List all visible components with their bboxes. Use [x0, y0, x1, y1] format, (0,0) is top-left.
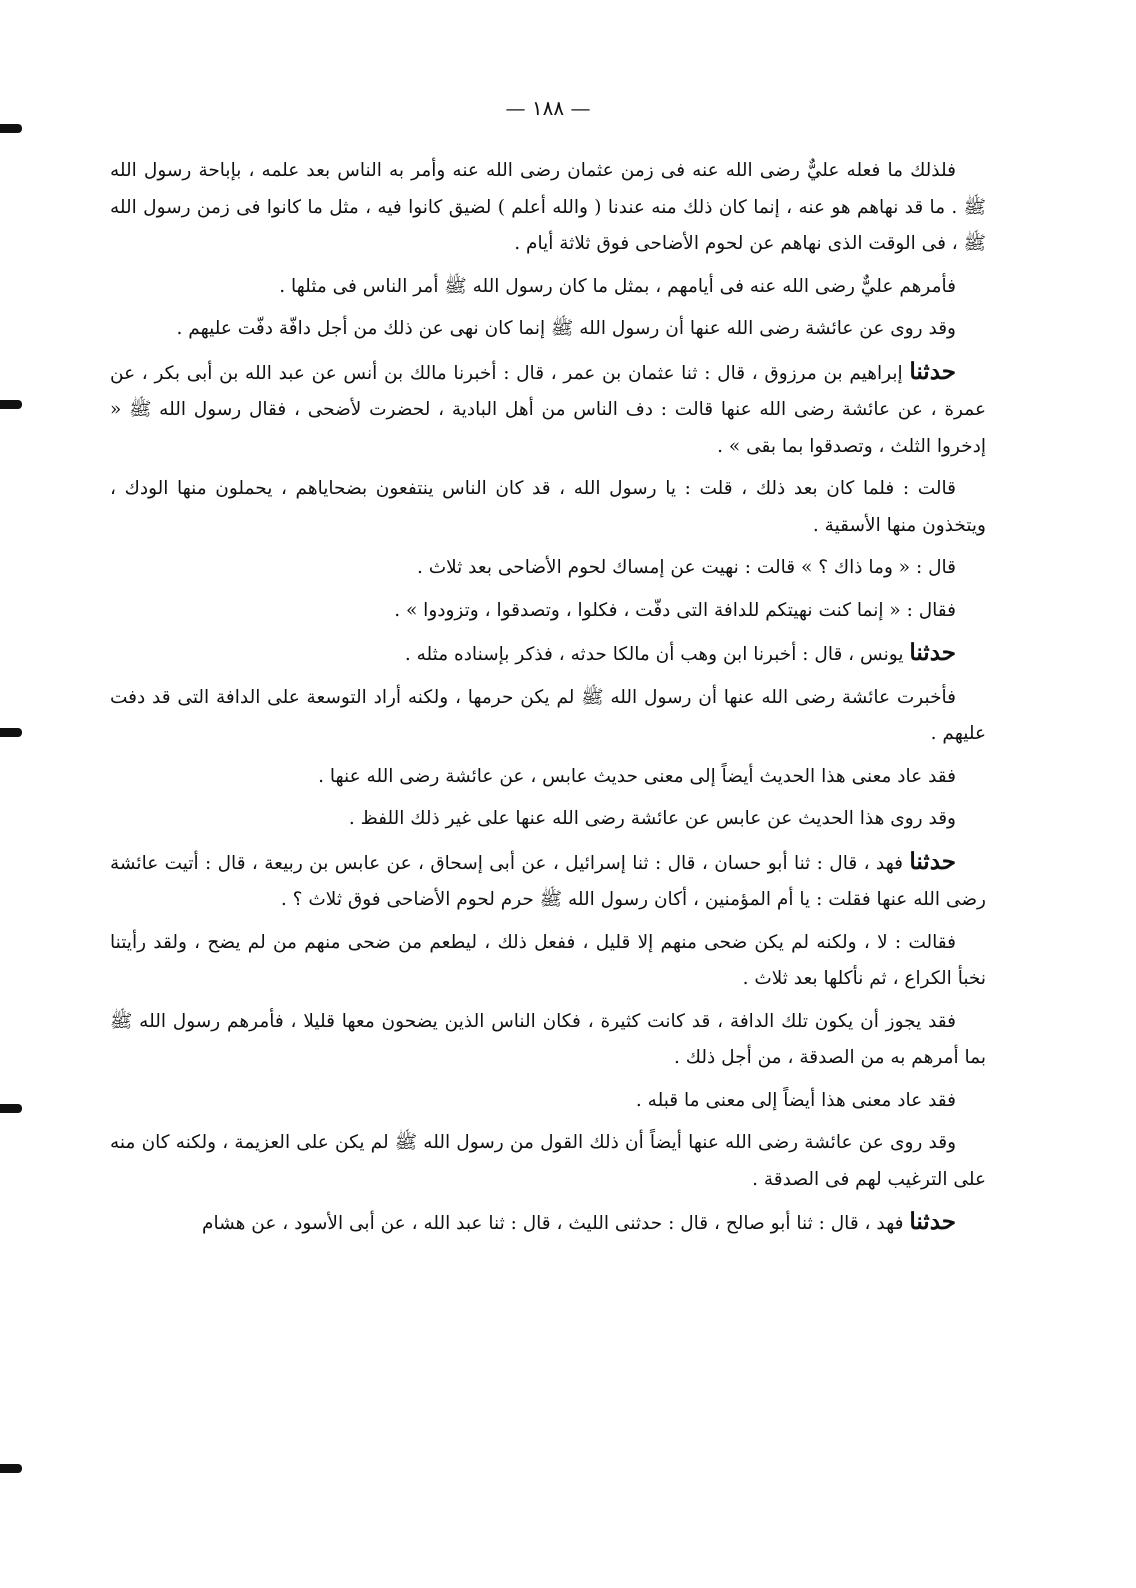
paragraph — [110, 1004, 986, 1077]
scan-edge-mark — [0, 728, 22, 737]
paragraph — [110, 311, 986, 348]
paragraph-text: يونس ، قال : أخبرنا ابن وهب أن مالكا حدثه ، فذكر بإسناده مثله . — [404, 644, 910, 665]
paragraph-text: فقالت : لا ، ولكنه لم يكن ضحى منهم إلا قليل ، ففعل ذلك ، ليطعم من ضحى منهم من لم يضح ، ولقد رأيتنا نخبأ الكراع ، ثم نأكلها بعد ثلاث . — [110, 931, 986, 989]
paragraph — [110, 844, 986, 919]
paragraph-text: فهد ، قال : ثنا أبو حسان ، قال : ثنا إسرائيل ، عن أبى إسحاق ، عن عابس بن ربيعة ، قال : أتيت عائشة رضى الله عنها فقلت : يا أم المؤمنين ، أكان رسول الله ﷺ حرم لحوم الأضاحى فوق ثلاث ؟ . — [110, 852, 986, 910]
hadith-lead-word: حدثنا — [909, 357, 956, 385]
paragraph — [110, 471, 986, 544]
paragraph-text: فقال : « إنما كنت نهيتكم للدافة التى دفّت ، فكلوا ، وتصدقوا ، وتزودوا » . — [394, 599, 956, 621]
scan-edge-mark — [0, 400, 22, 409]
paragraph-text: فهد ، قال : ثنا أبو صالح ، قال : حدثنى الليث ، قال : ثنا عبد الله ، عن أبى الأسود ، عن هشام — [202, 1213, 910, 1234]
paragraph — [110, 1204, 986, 1243]
scan-edge-mark — [0, 124, 22, 133]
paragraph-text: وقد روى هذا الحديث عن عابس عن عائشة رضى الله عنها على غير ذلك اللفظ . — [348, 808, 956, 829]
hadith-lead-word: حدثنا — [909, 639, 956, 666]
scan-edge-mark — [0, 1104, 22, 1113]
paragraph-text: فلذلك ما فعله عليٌّ رضى الله عنه فى زمن عثمان رضى الله عنه وأمر به الناس بعد علمه ، بإباحة رسول الله ﷺ . ما قد نهاهم هو عنه ، إنما كان ذلك منه عندنا ( والله أعلم ) لضيق كانوا فيه ، مثل ما كانوا فى زمن رسول الله ﷺ ، فى الوقت الذى نهاهم عن لحوم الأضاحى فوق ثلاثة أيام . — [110, 160, 986, 254]
paragraph-text: فأمرهم عليٌّ رضى الله عنه فى أيامهم ، بمثل ما كان رسول الله ﷺ أمر الناس فى مثلها . — [279, 275, 956, 297]
paragraph — [110, 759, 986, 796]
scan-edge-mark — [0, 1464, 22, 1473]
paragraph — [110, 593, 986, 630]
paragraph — [110, 269, 986, 306]
paragraph — [110, 1083, 986, 1120]
hadith-lead-word: حدثنا — [909, 847, 956, 875]
paragraph-text: قالت : فلما كان بعد ذلك ، قلت : يا رسول الله ، قد كان الناس ينتفعون بضحاياهم ، يحملون منها الودك ، ويتخذون منها الأسقية . — [110, 478, 986, 536]
page-number: — ١٨٨ — — [505, 96, 591, 120]
paragraph-text: وقد روى عن عائشة رضى الله عنها أيضاً أن ذلك القول من رسول الله ﷺ لم يكن على العزيمة ، ولكنه كان منه على الترغيب لهم فى الصدقة . — [110, 1132, 986, 1190]
paragraph-text: وقد روى عن عائشة رضى الله عنها أن رسول الله ﷺ إنما كان نهى عن ذلك من أجل دافّة دفّت عليهم . — [176, 318, 956, 339]
paragraph — [110, 354, 986, 466]
main-text — [110, 153, 986, 1249]
hadith-lead-word: حدثنا — [909, 1208, 956, 1235]
paragraph — [110, 925, 986, 998]
paragraph — [110, 801, 986, 838]
paragraph — [110, 550, 986, 587]
paragraph-text: قال : « وما ذاك ؟ » قالت : نهيت عن إمساك لحوم الأضاحى بعد ثلاث . — [416, 557, 956, 578]
paragraph — [110, 680, 986, 753]
paragraph-text: فأخبرت عائشة رضى الله عنها أن رسول الله ﷺ لم يكن حرمها ، ولكنه أراد التوسعة على الدافة التى قد دفت عليهم . — [110, 686, 986, 744]
paragraph-text: فقد يجوز أن يكون تلك الدافة ، قد كانت كثيرة ، فكان الناس الذين يضحون معها قليلا ، فأمرهم رسول الله ﷺ بما أمرهم به من الصدقة ، من أجل ذلك . — [110, 1010, 986, 1068]
paragraph — [110, 1125, 986, 1198]
paragraph — [110, 153, 986, 263]
paragraph-text: إبراهيم بن مرزوق ، قال : ثنا عثمان بن عمر ، قال : أخبرنا مالك بن أنس عن عبد الله بن أبى بكر ، عن عمرة ، عن عائشة رضى الله عنها قالت : دف الناس من أهل البادية ، لحضرت لأضحى ، فقال رسول الله ﷺ « إدخروا الثلث ، وتصدقوا بما بقى » . — [110, 362, 986, 457]
paragraph-text: فقد عاد معنى هذا أيضاً إلى معنى ما قبله . — [635, 1089, 956, 1111]
paragraph — [110, 635, 986, 674]
paragraph-text: فقد عاد معنى هذا الحديث أيضاً إلى معنى حديث عابس ، عن عائشة رضى الله عنها . — [318, 765, 956, 787]
